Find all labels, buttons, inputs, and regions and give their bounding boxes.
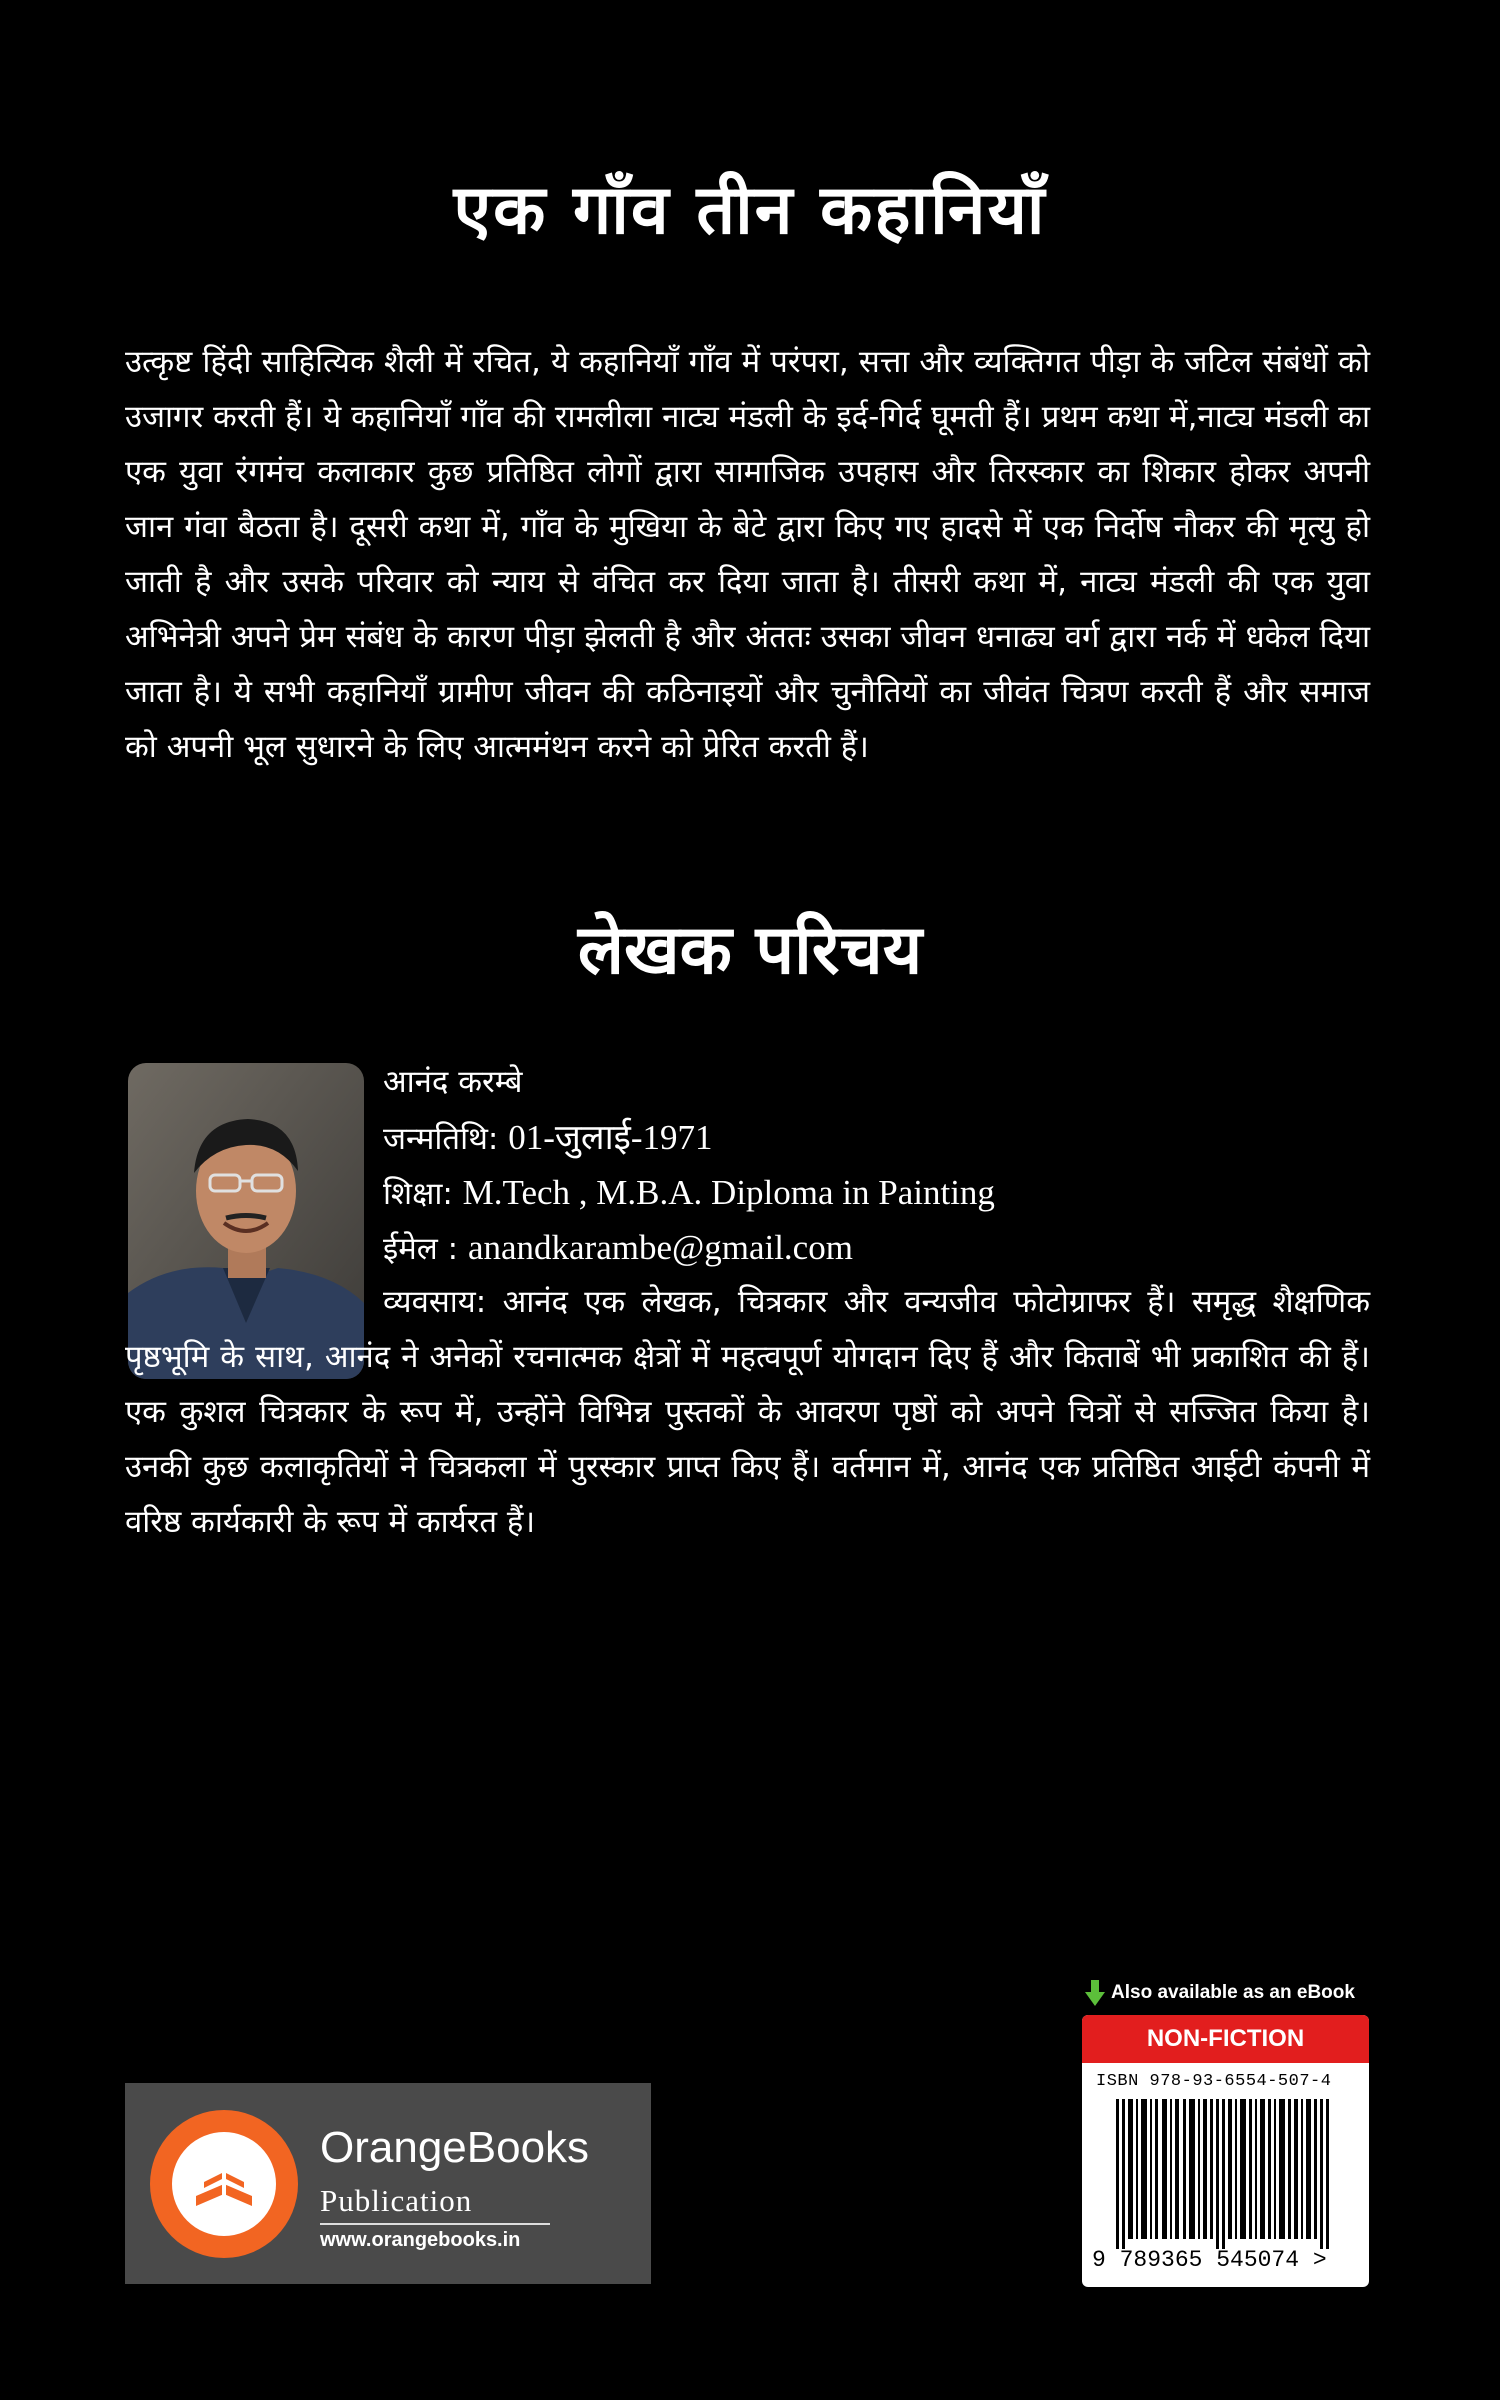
ean-digits: 9 789365 545074 > [1092, 2247, 1327, 2273]
barcode [1096, 2099, 1354, 2249]
publisher-name: OrangeBooks [320, 2123, 590, 2172]
publisher-subtitle: Publication [320, 2183, 473, 2218]
author-email [383, 1220, 1370, 1275]
author-education-value: M.Tech , M.B.A. Diploma in Painting [462, 1173, 995, 1212]
author-bio: व्यवसाय: आनंद एक लेखक, चित्रकार और वन्यजीव फोटोग्राफर हैं। समृद्ध शैक्षणिक पृष्ठभूमि के साथ, आनंद ने अनेकों रचनात्मक क्षेत्रों में महत्वपूर्ण योगदान दिए हैं और किताबें भी प्रकाशित की हैं। एक कुशल चित्रकार के रूप में, उन्होंने विभिन्न पुस्तकों के आवरण पृष्ठों को अपने चित्रों से सज्जित किया है। उनकी कुछ कलाकृतियों ने चित्रकला में पुरस्कार प्राप्त किए हैं। वर्तमान में, आनंद एक प्रतिष्ठित आईटी कंपनी में वरिष्ठ कार्यकारी के रूप में कार्यरत हैं। [125, 1284, 1370, 1540]
author-dob-value: 01-जुलाई-1971 [508, 1118, 713, 1157]
author-name: आनंद करम्बे [383, 1064, 523, 1100]
author-email-label: ईमेल : [383, 1231, 468, 1267]
book-blurb: उत्कृष्ट हिंदी साहित्यिक शैली में रचित, ये कहानियाँ गाँव में परंपरा, सत्ता और व्यक्तिगत पीड़ा के जटिल संबंधों को उजागर करती हैं। ये कहानियाँ गाँव की रामलीला नाट्य मंडली के इर्द-गिर्द घूमती हैं। प्रथम कथा में,नाट्य मंडली का एक युवा रंगमंच कलाकार कुछ प्रतिष्ठित लोगों द्वारा सामाजिक उपहास और तिरस्कार का शिकार होकर अपनी जान गंवा बैठता है। दूसरी कथा में, गाँव के मुखिया के बेटे द्वारा किए गए हादसे में एक निर्दोष नौकर की मृत्यु हो जाती है और उसके परिवार को न्याय से वंचित कर दिया जाता है। तीसरी कथा में, नाट्य मंडली की एक युवा अभिनेत्री अपने प्रेम संबंध के कारण पीड़ा झेलती है और अंततः उसका जीवन धनाढ्य वर्ग द्वारा नर्क में धकेल दिया जाता है। ये सभी कहानियाँ ग्रामीण जीवन की कठिनाइयों और चुनौतियों का जीवंत चित्रण करती हैं और समाज को अपनी भूल सुधारने के लिए आत्ममंथन करने को प्रेरित करती हैं। [125, 344, 1370, 765]
author-education [383, 1165, 1370, 1220]
author-section-heading: लेखक परिचय [577, 911, 923, 990]
ebook-note-text: Also available as an eBook [1111, 1982, 1355, 2004]
book-title: एक गाँव तीन कहानियाँ [453, 171, 1047, 250]
author-details [125, 1055, 1370, 1550]
isbn-barcode-panel [1082, 2015, 1369, 2287]
publisher-divider [320, 2223, 550, 2225]
ebook-availability-note [1085, 1980, 1355, 2006]
isbn-number: ISBN 978-93-6554-507-4 [1096, 2072, 1332, 2091]
author-bio-paragraph [125, 1275, 1370, 1550]
orangebooks-logo-icon [150, 2110, 298, 2258]
category-label: NON-FICTION [1082, 2015, 1369, 2063]
publisher-badge [125, 2083, 651, 2284]
green-down-arrow-icon [1085, 1980, 1105, 2006]
author-education-label: शिक्षा: [383, 1176, 463, 1212]
publisher-url: www.orangebooks.in [320, 2229, 521, 2251]
author-email-value: anandkarambe@gmail.com [467, 1228, 853, 1267]
author-dob [383, 1110, 1370, 1165]
author-dob-label: जन्मतिथि: [383, 1121, 509, 1157]
